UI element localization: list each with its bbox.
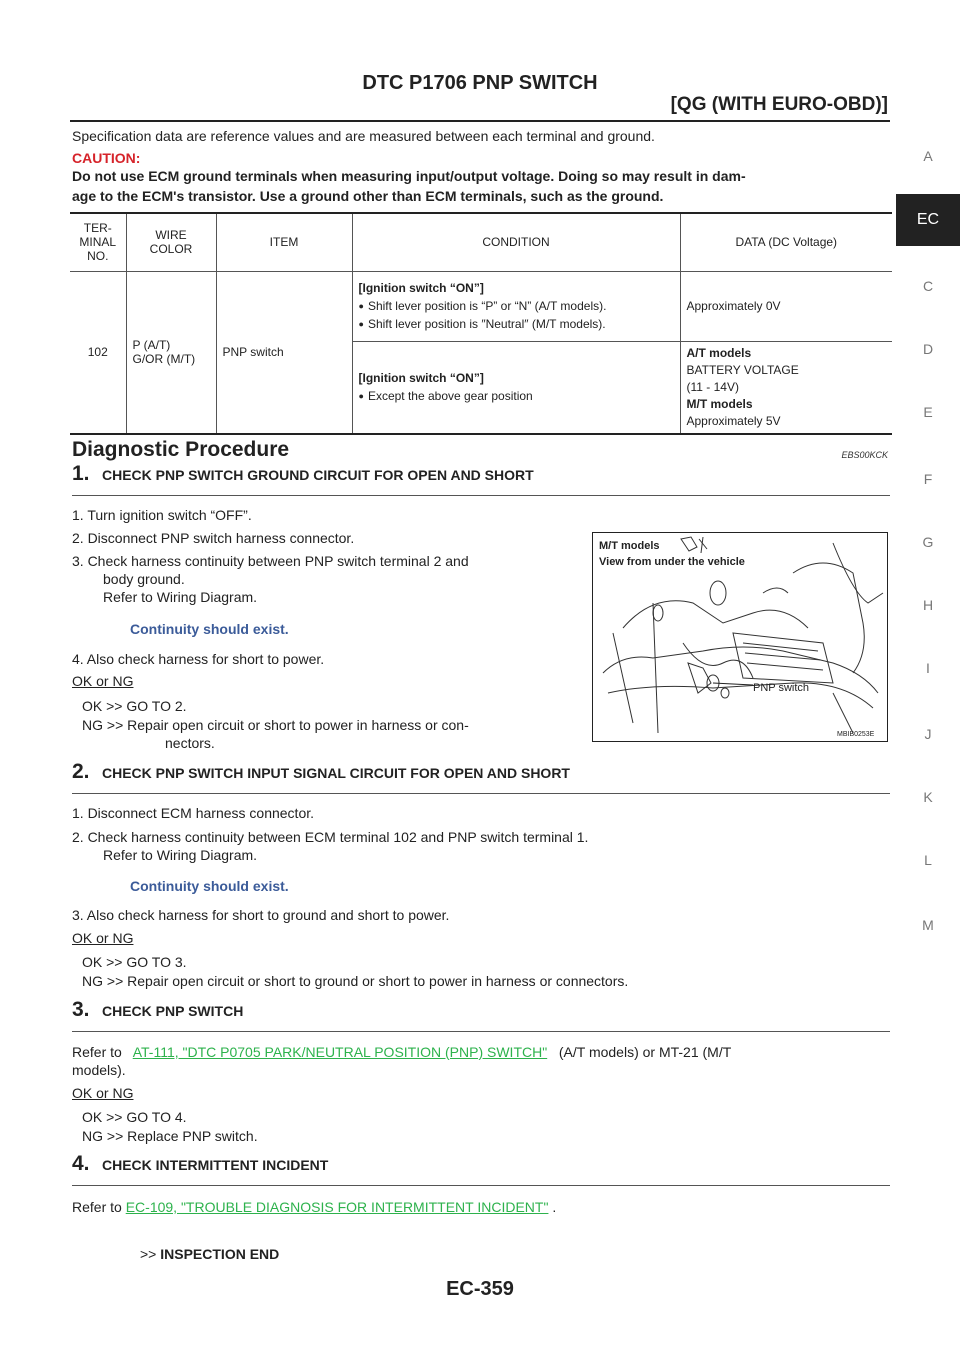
step-1-heading: 1. CHECK PNP SWITCH GROUND CIRCUIT FOR OPEN AND SHORT bbox=[72, 462, 890, 496]
vehicle-orientation-icon bbox=[681, 537, 707, 553]
index-letter-i[interactable]: I bbox=[926, 660, 930, 676]
step-3-ok-ng: OK or NG bbox=[72, 1085, 134, 1101]
pnp-switch-location-figure bbox=[592, 532, 888, 742]
terminal-spec-table bbox=[70, 212, 892, 435]
step-3-refer-cont: models). bbox=[72, 1062, 126, 1078]
index-letter-d[interactable]: D bbox=[922, 341, 934, 357]
step-3-refer: Refer to AT-111, "DTC P0705 PARK/NEUTRAL POSITION (PNP) SWITCH" (A/T models) or MT-21 (M/T bbox=[72, 1044, 732, 1060]
condition-cell: [Ignition switch “ON”] ● Shift lever position is “P” or “N” (A/T models). ● Shift lever position is ″Neutral″ (M/T models). bbox=[352, 271, 680, 341]
caution-line-1: Do not use ECM ground terminals when measuring input/output voltage. Doing so may result in dam- bbox=[72, 168, 746, 184]
page-subtitle: [QG (WITH EURO-OBD)] bbox=[670, 94, 888, 115]
item-name: PNP switch bbox=[216, 271, 352, 434]
step-2-item-3: 3. Also check harness for short to ground and short to power. bbox=[72, 907, 450, 923]
figure-label-mt-models: M/T models bbox=[599, 540, 660, 552]
diagnostic-code: EBS00KCK bbox=[841, 450, 888, 460]
index-letter-g[interactable]: G bbox=[922, 534, 934, 550]
step-4-heading: 4. CHECK INTERMITTENT INCIDENT bbox=[72, 1152, 890, 1186]
header-divider bbox=[70, 120, 890, 122]
wire-color: P (A/T) G/OR (M/T) bbox=[126, 271, 216, 434]
intro-text: Specification data are reference values and are measured between each terminal and ground. bbox=[72, 128, 655, 144]
step-2-item-1: 1. Disconnect ECM harness connector. bbox=[72, 805, 315, 821]
index-letter-e[interactable]: E bbox=[923, 404, 933, 420]
index-letter-a[interactable]: A bbox=[923, 148, 933, 164]
step-1-item-1: 1. Turn ignition switch “OFF”. bbox=[72, 507, 252, 523]
step-2-item-2-ref: Refer to Wiring Diagram. bbox=[103, 847, 258, 863]
step-1-ok: OK >> GO TO 2. bbox=[82, 698, 187, 714]
engine-underside-illustration bbox=[593, 533, 887, 741]
diagnostic-procedure-heading: Diagnostic Procedure bbox=[72, 438, 290, 461]
terminal-number: 102 bbox=[70, 271, 126, 434]
index-letter-k[interactable]: K bbox=[923, 789, 933, 805]
figure-label-pnp-switch: PNP switch bbox=[753, 682, 810, 694]
index-letter-ec[interactable]: EC bbox=[896, 194, 960, 246]
step-1-item-2: 2. Disconnect PNP switch harness connector. bbox=[72, 530, 355, 546]
step-2-ng: NG >> Repair open circuit or short to ground or short to power in harness or connectors. bbox=[82, 973, 629, 989]
step-1-item-3: 3. Check harness continuity between PNP switch terminal 2 and bbox=[72, 553, 469, 569]
header-condition: CONDITION bbox=[352, 213, 680, 271]
link-at-111[interactable]: AT-111, "DTC P0705 PARK/NEUTRAL POSITION (PNP) SWITCH" bbox=[132, 1044, 548, 1060]
step-2-note: Continuity should exist. bbox=[130, 878, 289, 894]
index-letter-m[interactable]: M bbox=[922, 917, 934, 933]
data-cell: A/T models BATTERY VOLTAGE (11 - 14V) M/T models Approximately 5V bbox=[686, 345, 799, 428]
index-letter-j[interactable]: J bbox=[924, 726, 932, 742]
step-3-heading: 3. CHECK PNP SWITCH bbox=[72, 998, 890, 1032]
link-ec-109[interactable]: EC-109, "TROUBLE DIAGNOSIS FOR INTERMITTENT INCIDENT" bbox=[125, 1199, 549, 1215]
step-3-ok: OK >> GO TO 4. bbox=[82, 1109, 187, 1125]
figure-label-view: View from under the vehicle bbox=[599, 556, 745, 568]
step-1-ng-cont: nectors. bbox=[165, 735, 215, 751]
step-1-item-4: 4. Also check harness for short to power. bbox=[72, 651, 325, 667]
step-2-ok-ng: OK or NG bbox=[72, 930, 134, 946]
data-cell: Approximately 0V bbox=[680, 271, 892, 341]
inspection-end: >> INSPECTION END bbox=[140, 1246, 280, 1262]
index-letter-l[interactable]: L bbox=[924, 852, 932, 868]
table-header-row bbox=[70, 213, 892, 271]
header-item: ITEM bbox=[216, 213, 352, 271]
step-1-ng: NG >> Repair open circuit or short to power in harness or con- bbox=[82, 717, 469, 733]
step-4-refer: Refer to EC-109, "TROUBLE DIAGNOSIS FOR INTERMITTENT INCIDENT" . bbox=[72, 1199, 557, 1215]
step-1-item-3-ref: Refer to Wiring Diagram. bbox=[103, 589, 258, 605]
step-1-note: Continuity should exist. bbox=[130, 621, 289, 637]
header-wire-color: WIRE COLOR bbox=[126, 213, 216, 271]
step-2-item-2: 2. Check harness continuity between ECM terminal 102 and PNP switch terminal 1. bbox=[72, 829, 589, 845]
step-3-ng: NG >> Replace PNP switch. bbox=[82, 1128, 258, 1144]
step-1-item-3-cont: body ground. bbox=[103, 571, 185, 587]
index-letter-f[interactable]: F bbox=[923, 471, 933, 487]
figure-code: MBIB0253E bbox=[837, 731, 875, 738]
table-row bbox=[70, 271, 892, 341]
condition-cell: [Ignition switch “ON”] ● Except the above gear position bbox=[352, 341, 680, 434]
header-data: DATA (DC Voltage) bbox=[735, 235, 838, 250]
step-2-ok: OK >> GO TO 3. bbox=[82, 954, 187, 970]
step-1-ok-ng: OK or NG bbox=[72, 673, 134, 689]
page-number: EC-359 bbox=[446, 1278, 514, 1300]
index-letter-h[interactable]: H bbox=[922, 597, 934, 613]
header-terminal: TER- MINAL NO. bbox=[70, 213, 126, 271]
caution-line-2: age to the ECM's transistor. Use a ground other than ECM terminals, such as the ground. bbox=[72, 188, 664, 204]
index-letter-c[interactable]: C bbox=[922, 278, 934, 294]
caution-label: CAUTION: bbox=[72, 150, 141, 166]
page-title: DTC P1706 PNP SWITCH bbox=[362, 72, 598, 94]
step-2-heading: 2. CHECK PNP SWITCH INPUT SIGNAL CIRCUIT FOR OPEN AND SHORT bbox=[72, 760, 890, 794]
